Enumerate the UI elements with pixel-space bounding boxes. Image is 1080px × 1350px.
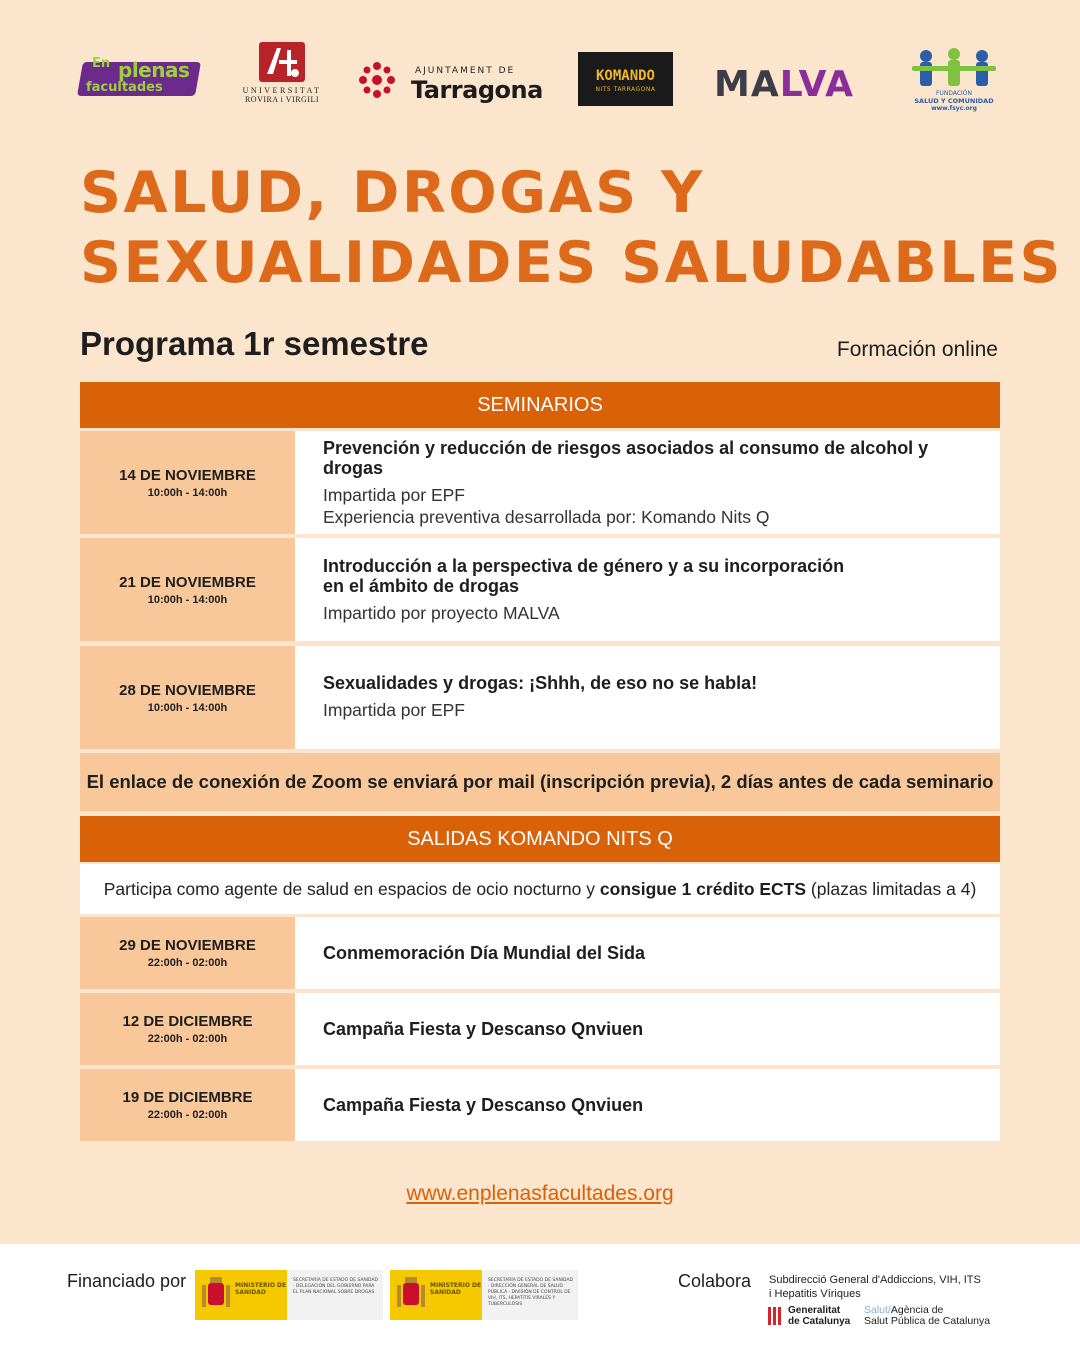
- outing-title: Campaña Fiesta y Descanso Qnviuen: [323, 1019, 644, 1039]
- logo-tarragona-line2: Tarragona: [411, 76, 543, 104]
- ministry2-name: MINISTERIO DE SANIDAD: [430, 1282, 482, 1296]
- outing-date: 29 DE NOVIEMBRE: [119, 937, 256, 954]
- seminar-hours: 10:00h - 14:00h: [147, 701, 228, 714]
- seminar-date: 14 DE NOVIEMBRE: [119, 466, 256, 484]
- spain-coat-of-arms-icon: [198, 1275, 234, 1315]
- outing-title: Conmemoración Día Mundial del Sida: [323, 943, 646, 963]
- seminar-speaker: Impartido por proyecto MALVA: [323, 602, 560, 623]
- tarragona-emblem-icon: [355, 58, 399, 102]
- outing-hours: 22:00h - 02:00h: [147, 1033, 228, 1045]
- generalitat-line2: de Catalunya: [788, 1316, 851, 1327]
- logo-fsyc-line1: FUNDACIÓN: [935, 90, 972, 97]
- seminar-content: [295, 646, 1000, 749]
- seminar-content: [295, 431, 1000, 534]
- outing-content: [295, 917, 1000, 989]
- logo-tarragona-line1: AJUNTAMENT DE: [415, 66, 516, 76]
- outing-row: [80, 917, 1000, 989]
- spain-coat-of-arms-icon: [393, 1275, 429, 1315]
- fundacion-salud-comunidad-logo: [898, 48, 1010, 118]
- salut-line2: Salut Pública de Catalunya: [864, 1315, 991, 1327]
- salidas-intro-text: Participa como agente de salud en espacios de ocio nocturno y: [103, 879, 596, 899]
- generalitat-line1: Generalitat: [788, 1305, 841, 1316]
- salidas-header: SALIDAS KOMANDO NITS Q: [80, 816, 1000, 862]
- seminar-title: Prevención y reducción de riesgos asociados al consumo de alcohol y drogas: [323, 437, 929, 478]
- seminar-title: Sexualidades y drogas: ¡Shhh, de eso no se habla!: [323, 673, 758, 693]
- ministerio-sanidad-logo-dgsp: [390, 1270, 578, 1320]
- website-link[interactable]: www.enplenasfacultades.org: [406, 1182, 674, 1205]
- outing-date-cell: [80, 917, 295, 989]
- financiado-label: Financiado por: [67, 1271, 187, 1291]
- seminar-row: [80, 538, 1000, 641]
- urv-logo: [240, 40, 324, 116]
- training-mode: Formación online: [836, 338, 998, 361]
- seminar-experience: Experiencia preventiva desarrollada por: Komando Nits Q: [323, 506, 770, 527]
- seminar-title-line2: en el ámbito de drogas: [323, 575, 520, 596]
- subdireccio-line1: Subdirecció General d'Addiccions, VIH, ITS: [769, 1274, 981, 1286]
- komando-nits-logo: [578, 52, 673, 106]
- logo-fsyc-line2: SALUD Y COMUNIDAD: [914, 97, 994, 105]
- seminar-date: 21 DE NOVIEMBRE: [119, 573, 256, 591]
- seminar-speaker: Impartida por EPF: [323, 700, 465, 720]
- salidas-intro-credit: consigue 1 crédito ECTS: [599, 879, 807, 899]
- logo-fsyc-line3: www.fsyc.org: [931, 105, 977, 112]
- ministerio-sanidad-logo-pnsd: [195, 1270, 383, 1320]
- page-title-line2: SEXUALIDADES SALUDABLES: [80, 230, 1064, 296]
- outing-date: 12 DE DICIEMBRE: [122, 1013, 253, 1030]
- outing-hours: 22:00h - 02:00h: [147, 1109, 228, 1121]
- ministry1-detail: SECRETARÍA DE ESTADO DE SANIDAD · DELEGACIÓN DEL GOBIERNO PARA EL PLAN NACIONAL SOBRE DROGAS: [293, 1278, 378, 1295]
- program-subtitle: Programa 1r semestre: [80, 325, 429, 362]
- page-title: [80, 158, 1064, 298]
- generalitat-flag-icon: [768, 1307, 782, 1325]
- salidas-intro: [80, 864, 1000, 914]
- generalitat-name: [788, 1305, 850, 1327]
- urv-emblem-icon: [257, 40, 307, 84]
- logo-urv-line1: UNIVERSITAT: [242, 86, 322, 95]
- seminar-row: [80, 646, 1000, 749]
- ministry2-detail: SECRETARÍA DE ESTADO DE SANIDAD · DIRECCIÓN GENERAL DE SALUD PÚBLICA · DIVISIÓN DE CONTROL DE VIH, ITS, HEPATITIS VIRALES Y TUBERCULOSIS: [488, 1278, 573, 1307]
- logo-komando-line1: KOMANDO: [595, 68, 655, 84]
- outing-title: Campaña Fiesta y Descanso Qnviuen: [323, 1095, 644, 1115]
- outing-row: [80, 1069, 1000, 1141]
- seminar-date-cell: [80, 646, 295, 749]
- logo-epf-facultades: facultades: [86, 80, 163, 95]
- outing-row: [80, 993, 1000, 1065]
- seminar-row: [80, 431, 1000, 534]
- partner-logos: [80, 40, 1010, 120]
- en-plenas-facultades-logo: [80, 56, 200, 100]
- zoom-link-note: El enlace de conexión de Zoom se enviará por mail (inscripción previa), 2 días antes de cada seminario: [80, 753, 1000, 811]
- outing-hours: 22:00h - 02:00h: [147, 957, 228, 969]
- footer: [0, 1244, 1080, 1350]
- outing-content: [295, 993, 1000, 1065]
- salut-line1: Agència de: [890, 1304, 944, 1316]
- logo-malva-part2: LVA: [779, 64, 854, 105]
- outing-date: 19 DE DICIEMBRE: [122, 1089, 253, 1106]
- logo-malva-part1: MA: [714, 64, 780, 105]
- salidas-intro-places: (plazas limitadas a 4): [810, 879, 977, 899]
- salut-publica-logo: [864, 1305, 990, 1327]
- seminar-content: [295, 538, 1000, 641]
- seminar-hours: 10:00h - 14:00h: [147, 593, 228, 606]
- logo-epf-en: En: [92, 56, 111, 71]
- ajuntament-tarragona-logo: [355, 58, 555, 102]
- seminar-date: 28 DE NOVIEMBRE: [119, 681, 256, 699]
- outing-date-cell: [80, 993, 295, 1065]
- salut-prefix: Salut/: [864, 1304, 891, 1316]
- subdireccio-text: [769, 1273, 981, 1301]
- subdireccio-line2: i Hepatitis Víriques: [769, 1288, 861, 1300]
- seminarios-header: SEMINARIOS: [80, 382, 1000, 428]
- page-title-line1: SALUD, DROGAS Y: [80, 160, 705, 226]
- seminar-date-cell: [80, 538, 295, 641]
- outing-content: [295, 1069, 1000, 1141]
- seminar-speaker: Impartida por EPF: [323, 484, 465, 505]
- seminar-hours: 10:00h - 14:00h: [147, 486, 228, 499]
- malva-logo: [714, 64, 854, 105]
- fsyc-people-icon: [908, 48, 1000, 88]
- logo-urv-line2: ROVIRA i VIRGILI: [244, 95, 320, 104]
- seminar-date-cell: [80, 431, 295, 534]
- logo-komando-line2: NITS TARRAGONA: [595, 86, 656, 93]
- logo-epf-plenas: plenas: [118, 58, 190, 82]
- outing-date-cell: [80, 1069, 295, 1141]
- seminar-title-line1: Introducción a la perspectiva de género y a su incorporación: [323, 555, 845, 576]
- colabora-label: Colabora: [678, 1271, 752, 1291]
- ministry1-name: MINISTERIO DE SANIDAD: [235, 1282, 287, 1296]
